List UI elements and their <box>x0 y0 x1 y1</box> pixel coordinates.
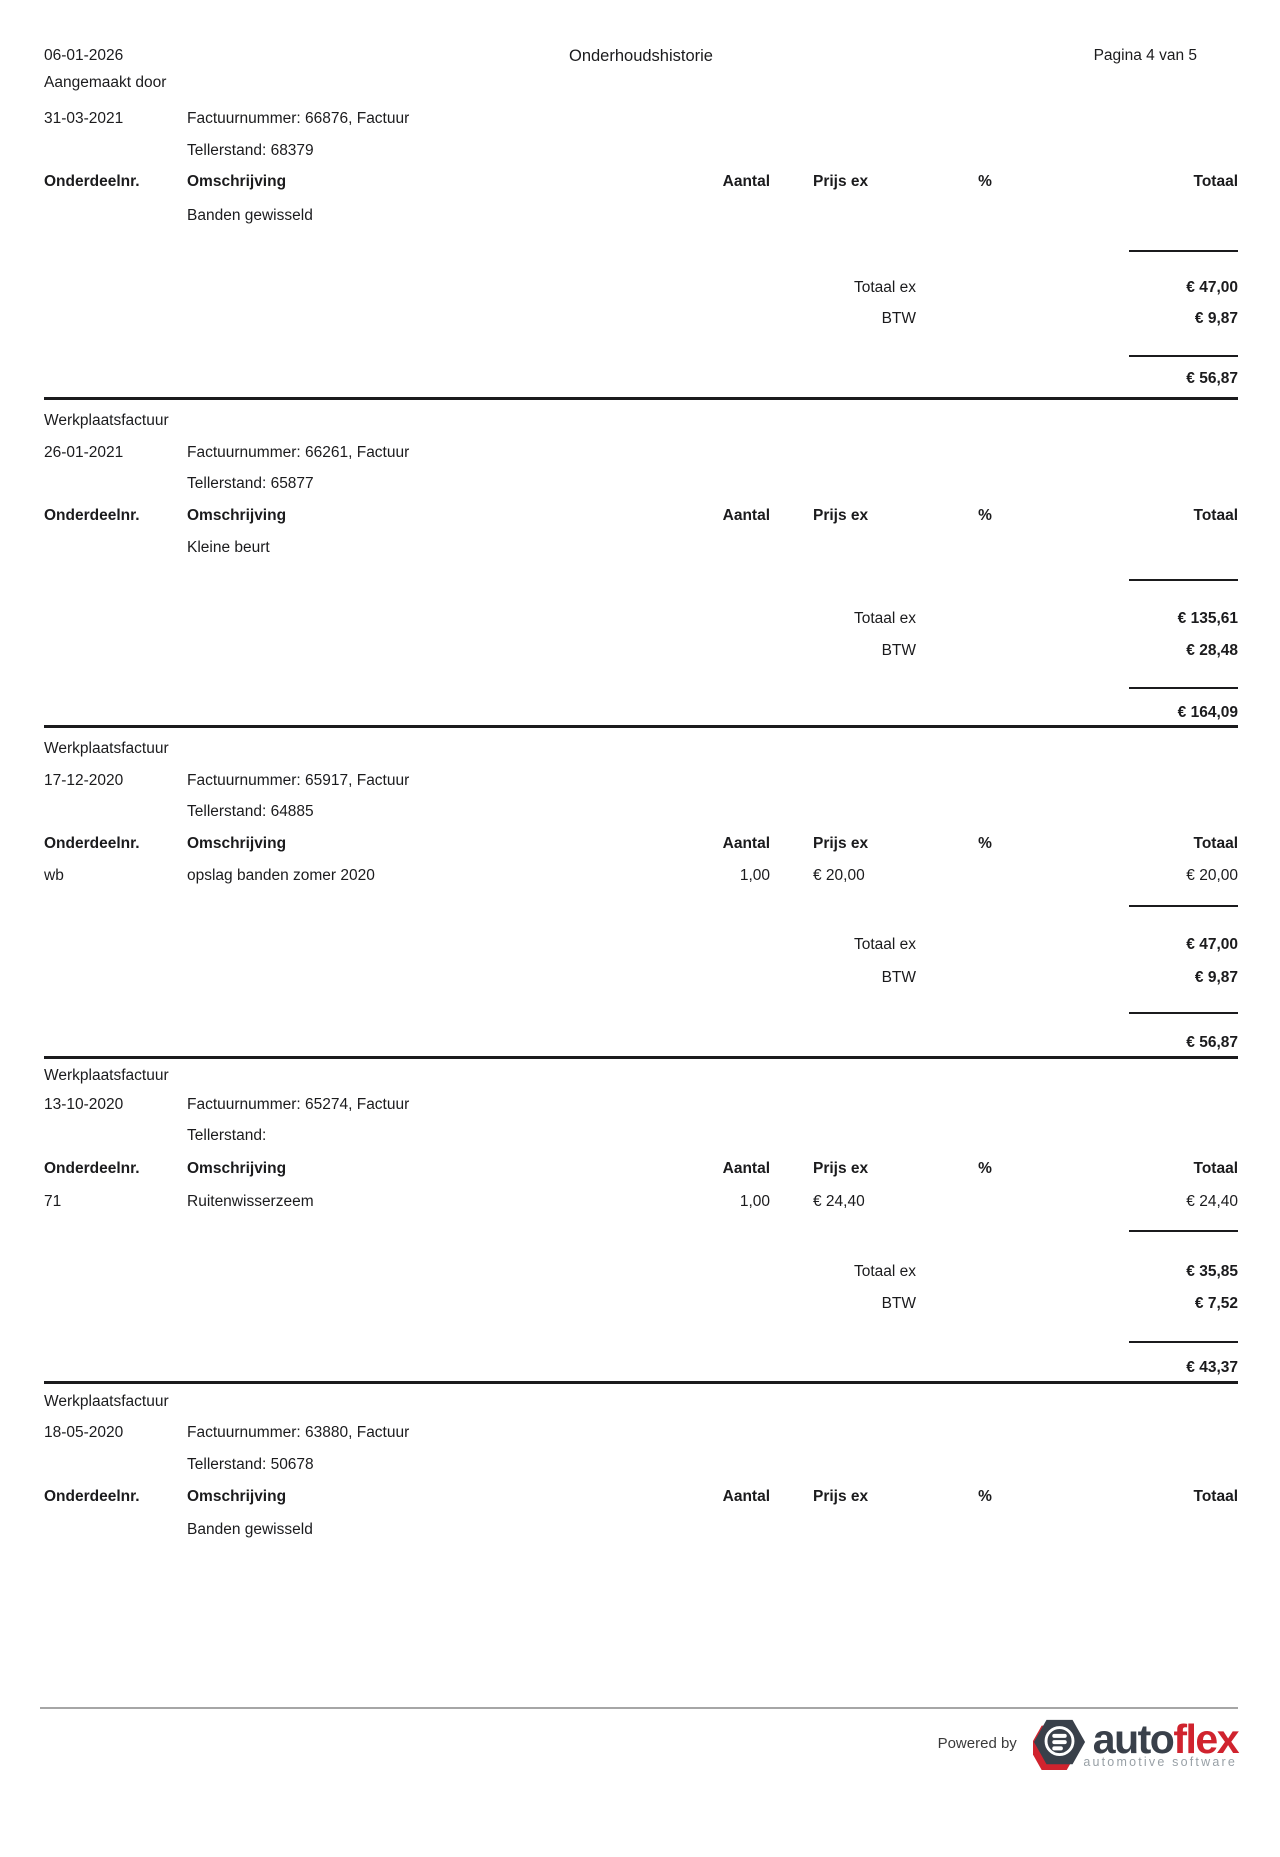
total-ex-row <box>44 1262 1238 1282</box>
col-qty: Aantal <box>722 835 770 852</box>
grand-total-value: € 56,87 <box>1186 1034 1238 1051</box>
table-row <box>44 866 1238 886</box>
totals-rule <box>1129 1230 1238 1232</box>
odometer: Tellerstand: 65877 <box>187 475 314 492</box>
cell-description: Banden gewisseld <box>187 207 313 224</box>
col-part: Onderdeelnr. <box>44 507 140 524</box>
grand-total-value: € 164,09 <box>1177 704 1238 721</box>
cell-total <box>1040 538 1238 558</box>
logo-text-flex: flex <box>1173 1716 1238 1762</box>
total-ex-label: Totaal ex <box>853 279 916 296</box>
grand-total-rule <box>1129 687 1238 689</box>
btw-row <box>44 641 1238 661</box>
odometer: Tellerstand: <box>187 1127 267 1144</box>
invoice-meta-row <box>44 771 1238 791</box>
logo-tagline: automotive software <box>1083 1755 1237 1769</box>
cell-price: € 24,40 <box>813 1193 865 1210</box>
invoice-meta-row <box>44 1423 1238 1443</box>
section-divider <box>44 1381 1238 1384</box>
werkplaatsfactuur-label: Werkplaatsfactuur <box>44 1067 169 1084</box>
cell-pct <box>930 866 1040 886</box>
col-price-ex: Prijs ex <box>813 1488 869 1505</box>
invoice-date: 26-01-2021 <box>44 444 124 461</box>
invoice-meta-row <box>44 109 1238 129</box>
totals-rule <box>1129 250 1238 252</box>
total-ex-row <box>44 278 1238 298</box>
table-row <box>44 1520 1238 1540</box>
table-row <box>44 1192 1238 1212</box>
cell-pct <box>930 1192 1040 1212</box>
total-ex-label: Totaal ex <box>853 1263 916 1280</box>
werkplaatsfactuur-label: Werkplaatsfactuur <box>44 412 169 429</box>
invoice-number: Factuurnummer: 63880, Factuur <box>187 1424 410 1441</box>
grand-total-rule <box>1129 1012 1238 1014</box>
cell-qty <box>690 206 770 226</box>
total-ex-label: Totaal ex <box>853 936 916 953</box>
cell-description: opslag banden zomer 2020 <box>187 867 375 884</box>
cell-price <box>770 538 930 558</box>
page-header <box>44 46 1238 66</box>
cell-description: Ruitenwisserzeem <box>187 1193 314 1210</box>
col-description: Omschrijving <box>187 835 287 852</box>
total-ex-row <box>44 609 1238 629</box>
page-title: Onderhoudshistorie <box>568 47 713 65</box>
section-divider <box>44 725 1238 728</box>
col-price-ex: Prijs ex <box>813 173 869 190</box>
cell-description: Banden gewisseld <box>187 1521 313 1538</box>
invoice-date: 31-03-2021 <box>44 110 124 127</box>
total-ex-value: € 35,85 <box>1186 1263 1238 1280</box>
grand-total-value: € 56,87 <box>1186 370 1238 387</box>
col-qty: Aantal <box>722 1160 770 1177</box>
total-ex-value: € 47,00 <box>1186 936 1238 953</box>
cell-price <box>770 1520 930 1540</box>
col-pct: % <box>978 1160 992 1177</box>
btw-value: € 28,48 <box>1186 642 1238 659</box>
col-qty: Aantal <box>722 173 770 190</box>
col-part: Onderdeelnr. <box>44 835 140 852</box>
btw-label: BTW <box>881 1295 916 1312</box>
total-ex-label: Totaal ex <box>853 610 916 627</box>
odometer-row <box>44 141 1238 161</box>
col-description: Omschrijving <box>187 1488 287 1505</box>
invoice-number: Factuurnummer: 65917, Factuur <box>187 772 410 789</box>
col-qty: Aantal <box>722 1488 770 1505</box>
cell-part: wb <box>44 867 64 884</box>
werkplaatsfactuur-label: Werkplaatsfactuur <box>44 740 169 757</box>
cell-description: Kleine beurt <box>187 539 270 556</box>
col-price-ex: Prijs ex <box>813 835 869 852</box>
invoice-meta-row <box>44 443 1238 463</box>
cell-pct <box>930 1520 1040 1540</box>
invoice-number: Factuurnummer: 65274, Factuur <box>187 1096 410 1113</box>
table-row <box>44 538 1238 558</box>
footer <box>44 1715 1238 1771</box>
btw-label: BTW <box>881 642 916 659</box>
grand-total-rule <box>1129 355 1238 357</box>
odometer: Tellerstand: 64885 <box>187 803 314 820</box>
cell-part: 71 <box>44 1193 62 1210</box>
cell-part <box>44 206 187 226</box>
col-total: Totaal <box>1193 835 1238 852</box>
werkplaatsfactuur-label: Werkplaatsfactuur <box>44 1393 169 1410</box>
col-total: Totaal <box>1193 507 1238 524</box>
cell-price: € 20,00 <box>813 867 865 884</box>
table-row <box>44 206 1238 226</box>
total-ex-value: € 135,61 <box>1177 610 1238 627</box>
cell-qty <box>690 1520 770 1540</box>
col-part: Onderdeelnr. <box>44 1160 140 1177</box>
cell-qty <box>690 538 770 558</box>
invoice-date: 13-10-2020 <box>44 1096 124 1113</box>
logo-text-auto: auto <box>1092 1716 1174 1762</box>
invoice-date: 17-12-2020 <box>44 772 124 789</box>
table-header-row <box>44 172 1238 192</box>
col-pct: % <box>978 835 992 852</box>
cell-total <box>1040 206 1238 226</box>
cell-qty: 1,00 <box>739 867 770 884</box>
btw-row <box>44 1294 1238 1314</box>
btw-value: € 9,87 <box>1194 310 1238 327</box>
btw-label: BTW <box>881 969 916 986</box>
generated-date: 06-01-2026 <box>44 47 124 64</box>
table-header-row <box>44 1159 1238 1179</box>
totals-rule <box>1129 579 1238 581</box>
col-part: Onderdeelnr. <box>44 173 140 190</box>
footer-rule <box>40 1707 1238 1709</box>
odometer: Tellerstand: 68379 <box>187 142 314 159</box>
btw-value: € 9,87 <box>1194 969 1238 986</box>
totals-rule <box>1129 905 1238 907</box>
odometer-row <box>44 802 1238 822</box>
invoice-date: 18-05-2020 <box>44 1424 124 1441</box>
invoice-number: Factuurnummer: 66261, Factuur <box>187 444 410 461</box>
cell-pct <box>930 538 1040 558</box>
col-price-ex: Prijs ex <box>813 1160 869 1177</box>
cell-total <box>1040 1520 1238 1540</box>
btw-row <box>44 309 1238 329</box>
col-total: Totaal <box>1193 1488 1238 1505</box>
col-pct: % <box>978 173 992 190</box>
col-description: Omschrijving <box>187 173 287 190</box>
page-indicator: Pagina 4 van 5 <box>1093 47 1197 64</box>
total-ex-value: € 47,00 <box>1186 279 1238 296</box>
col-pct: % <box>978 1488 992 1505</box>
col-price-ex: Prijs ex <box>813 507 869 524</box>
odometer: Tellerstand: 50678 <box>187 1456 314 1473</box>
col-total: Totaal <box>1193 173 1238 190</box>
invoice-meta-row <box>44 1095 1238 1115</box>
table-header-row <box>44 506 1238 526</box>
col-qty: Aantal <box>722 507 770 524</box>
col-pct: % <box>978 507 992 524</box>
btw-value: € 7,52 <box>1194 1295 1238 1312</box>
section-divider <box>44 1056 1238 1059</box>
powered-by-label: Powered by <box>937 1734 1017 1752</box>
col-total: Totaal <box>1193 1160 1238 1177</box>
cell-total: € 20,00 <box>1186 867 1238 884</box>
table-header-row <box>44 1487 1238 1507</box>
odometer-row <box>44 1126 1238 1146</box>
report-page <box>44 46 1238 1771</box>
btw-label: BTW <box>881 310 916 327</box>
btw-row <box>44 968 1238 988</box>
grand-total-rule <box>1129 1341 1238 1343</box>
col-description: Omschrijving <box>187 1160 287 1177</box>
cell-total: € 24,40 <box>1186 1193 1238 1210</box>
autoflex-logo <box>1033 1715 1238 1771</box>
col-description: Omschrijving <box>187 507 287 524</box>
cell-qty: 1,00 <box>739 1193 770 1210</box>
total-ex-row <box>44 935 1238 955</box>
cell-part <box>44 1520 187 1540</box>
invoice-number: Factuurnummer: 66876, Factuur <box>187 110 410 127</box>
cell-part <box>44 538 187 558</box>
table-header-row <box>44 834 1238 854</box>
cell-pct <box>930 206 1040 226</box>
created-by-label: Aangemaakt door <box>44 74 167 91</box>
section-divider <box>44 397 1238 400</box>
odometer-row <box>44 474 1238 494</box>
col-part: Onderdeelnr. <box>44 1488 140 1505</box>
grand-total-value: € 43,37 <box>1186 1359 1238 1376</box>
cell-price <box>770 206 930 226</box>
odometer-row <box>44 1455 1238 1475</box>
